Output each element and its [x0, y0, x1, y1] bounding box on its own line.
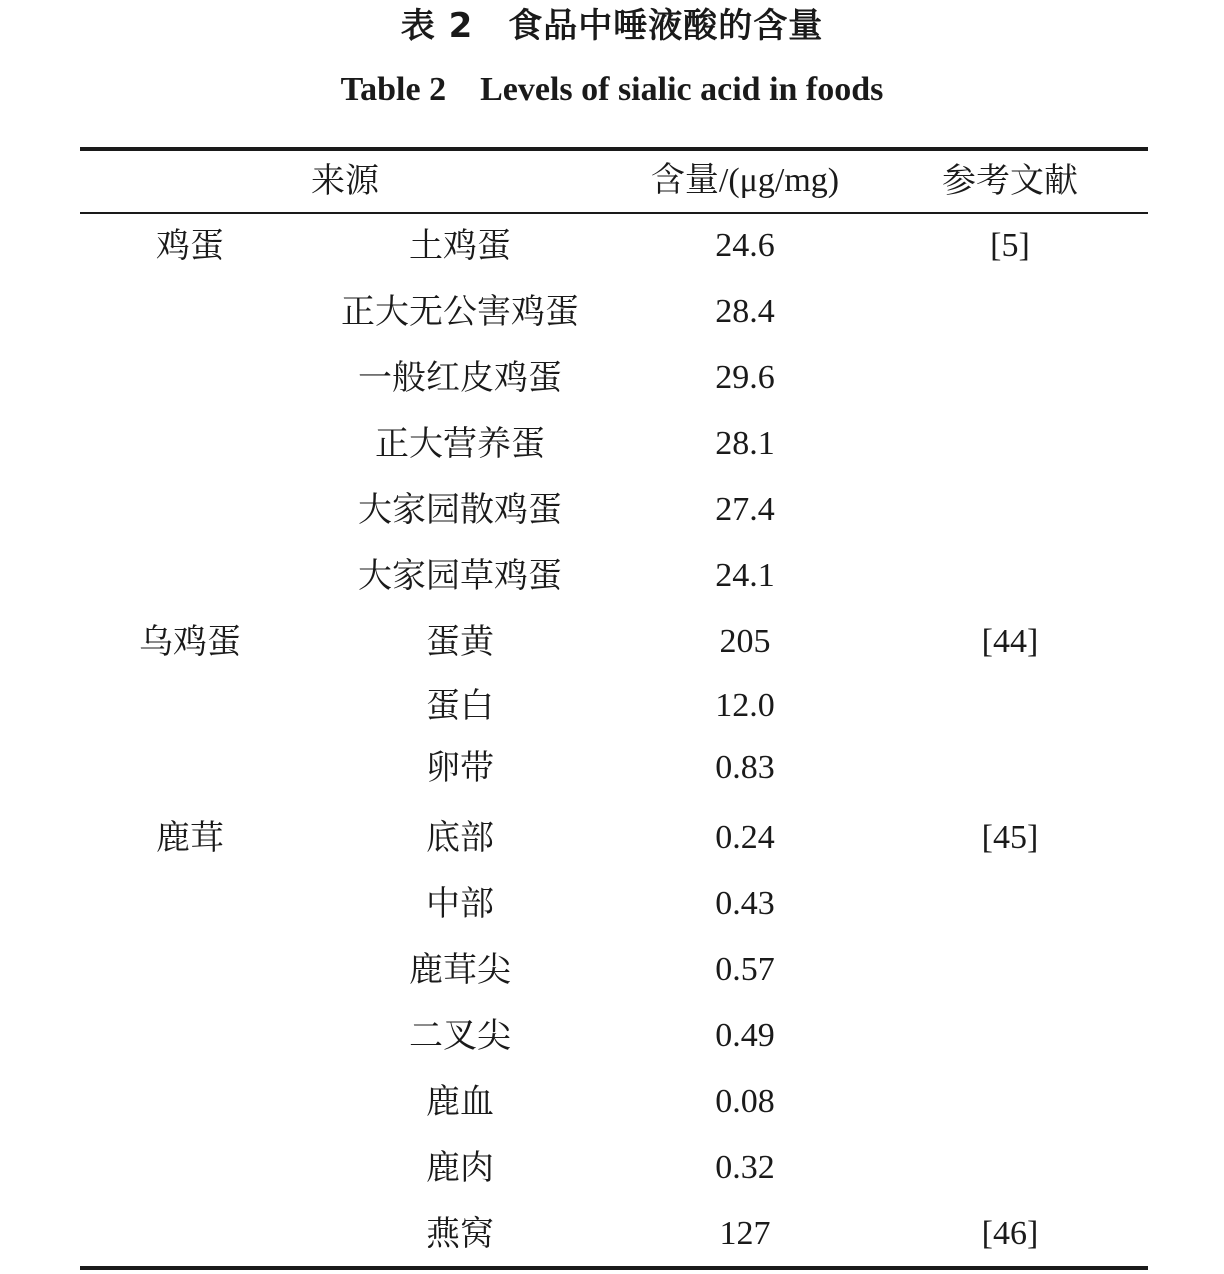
table-header-rule: [80, 212, 1148, 214]
table-row-group-label: [90, 287, 290, 337]
table-row-content-value: 12.0: [715, 687, 775, 724]
header-content: 含量/(μg/mg): [650, 162, 840, 199]
table-row-reference-cell: [910, 1077, 1110, 1127]
table-row-group-label: [90, 945, 290, 995]
table-row-reference-cell: [910, 353, 1110, 403]
table-row-item-name: 土鸡蛋: [409, 226, 511, 266]
table-row-item-name: 卵带: [426, 748, 494, 788]
table-row-group-label: [90, 1143, 290, 1193]
table-row-item-name: 燕窝: [426, 1214, 494, 1254]
table-row-content-value: 0.83: [715, 749, 775, 786]
table-top-rule: [80, 147, 1148, 151]
table-row-content-value: 0.43: [715, 885, 775, 922]
table-row-item-name: 蛋白: [426, 686, 494, 726]
table-row-group-label: [90, 419, 290, 469]
table-row-content-value: 28.4: [715, 293, 775, 330]
table-row-content-value: 28.1: [715, 425, 775, 462]
table-row-group-label: 鹿茸: [156, 818, 224, 858]
table-row-content-value: 0.49: [715, 1017, 775, 1054]
table-row-item-name: 鹿茸尖: [409, 950, 511, 990]
table-row-reference-cell: [45]: [981, 819, 1039, 856]
table-row-item-name: 蛋黄: [426, 622, 494, 662]
table-row-group-label: [90, 1209, 290, 1259]
table-row-group-label: [90, 551, 290, 601]
table-row-item-name: 中部: [426, 884, 494, 924]
table-row-reference-cell: [910, 945, 1110, 995]
table-row-reference-cell: [910, 879, 1110, 929]
table-row-item-name: 正大无公害鸡蛋: [341, 292, 579, 332]
table-row-item-name: 一般红皮鸡蛋: [358, 358, 562, 398]
table-row-reference-cell: [910, 1143, 1110, 1193]
table-row-reference-cell: [5]: [990, 227, 1030, 264]
table-row-group-label: [90, 1011, 290, 1061]
table-row-content-value: 205: [719, 623, 771, 660]
table-row-content-value: 27.4: [715, 491, 775, 528]
table-row-group-label: [90, 1077, 290, 1127]
table-row-item-name: 大家园散鸡蛋: [358, 490, 562, 530]
table-row-content-value: 29.6: [715, 359, 775, 396]
table-row-item-name: 大家园草鸡蛋: [358, 556, 562, 596]
table-row-content-value: 24.6: [715, 227, 775, 264]
table-row-reference-cell: [910, 551, 1110, 601]
table-title-cn: 表 2 食品中唾液酸的含量: [400, 6, 824, 46]
table-row-content-value: 24.1: [715, 557, 775, 594]
table-title-en: Table 2 Levels of sialic acid in foods: [340, 71, 884, 108]
table-row-reference-cell: [44]: [981, 623, 1039, 660]
table-row-reference-cell: [910, 419, 1110, 469]
table-row-item-name: 鹿血: [426, 1082, 494, 1122]
table-row-reference-cell: [910, 681, 1110, 731]
table-row-item-name: 鹿肉: [426, 1148, 494, 1188]
table-row-content-value: 0.57: [715, 951, 775, 988]
table-row-group-label: [90, 485, 290, 535]
table-row-group-label: 鸡蛋: [156, 226, 224, 266]
table-row-content-value: 127: [719, 1215, 771, 1252]
table-row-group-label: [90, 743, 290, 793]
table-row-item-name: 二叉尖: [409, 1016, 511, 1056]
table-row-content-value: 0.24: [715, 819, 775, 856]
table-row-content-value: 0.08: [715, 1083, 775, 1120]
header-reference: 参考文献: [942, 161, 1078, 201]
table-row-item-name: 底部: [426, 818, 494, 858]
table-row-group-label: [90, 681, 290, 731]
table-row-reference-cell: [910, 485, 1110, 535]
table-row-item-name: 正大营养蛋: [375, 424, 545, 464]
table-row-reference-cell: [910, 287, 1110, 337]
table-row-content-value: 0.32: [715, 1149, 775, 1186]
table-row-reference-cell: [46]: [981, 1215, 1039, 1252]
table-row-reference-cell: [910, 1011, 1110, 1061]
table-row-group-label: 乌鸡蛋: [139, 622, 241, 662]
table-row-group-label: [90, 353, 290, 403]
table-row-reference-cell: [910, 743, 1110, 793]
table-row-group-label: [90, 879, 290, 929]
header-source: 来源: [311, 161, 379, 201]
table-bottom-rule: [80, 1266, 1148, 1270]
